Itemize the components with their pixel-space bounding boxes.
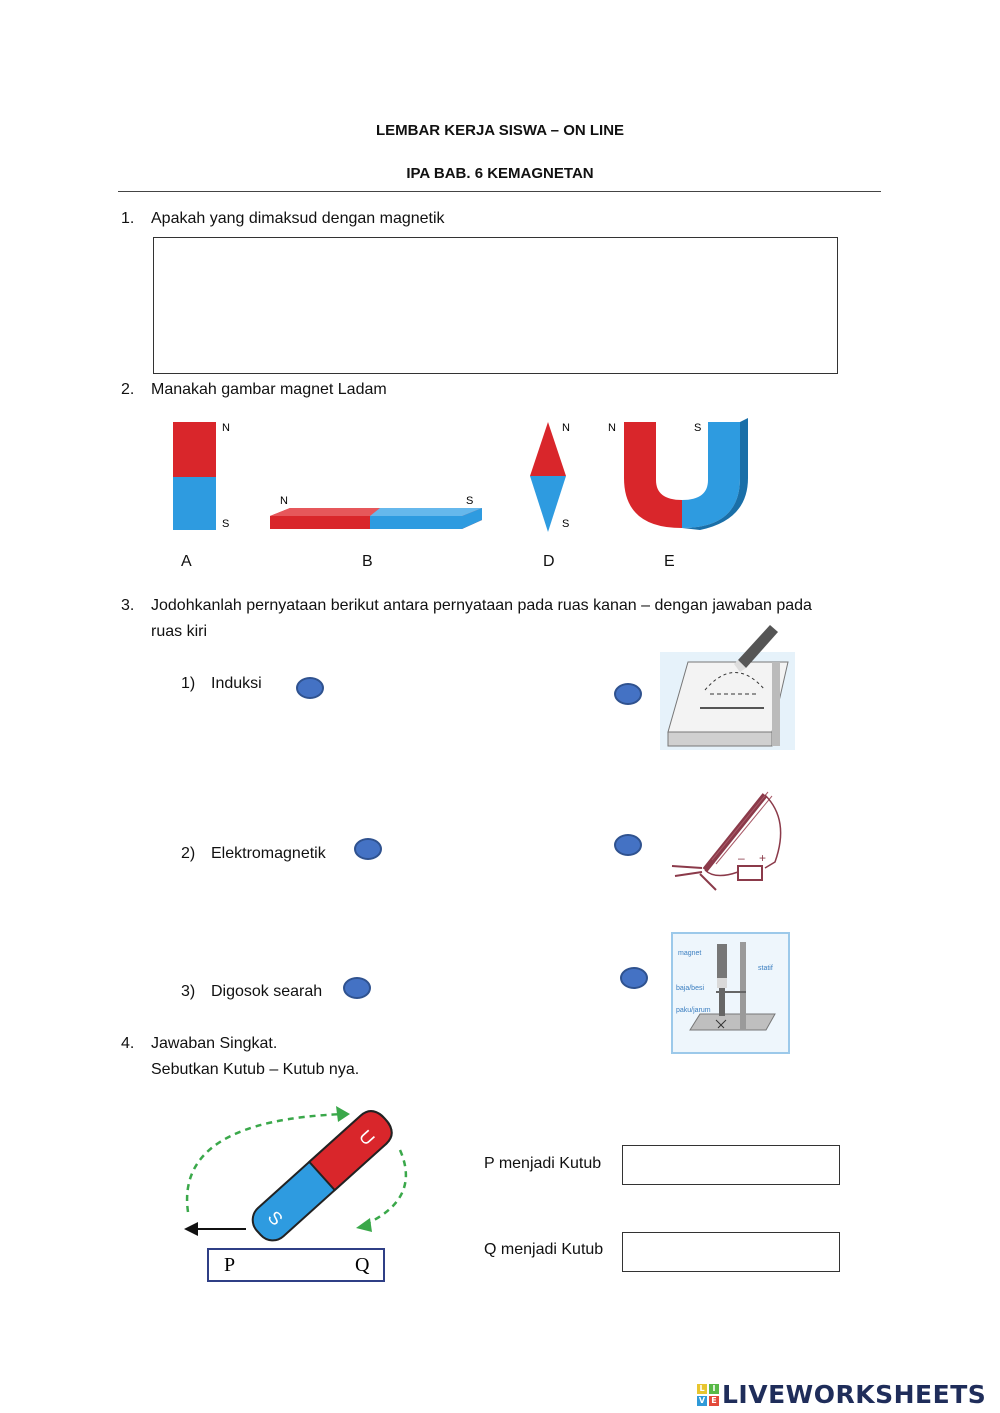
q4-magnet-u-label: U bbox=[355, 1126, 379, 1150]
option-e-label: E bbox=[664, 553, 675, 570]
option-d-label: D bbox=[543, 553, 555, 570]
match-item-3-number: 3) bbox=[181, 983, 196, 1000]
logo-mark-icon bbox=[697, 1384, 719, 1406]
logo-letter-2: I bbox=[709, 1384, 719, 1394]
logo-letter-3: V bbox=[698, 1395, 706, 1405]
label-statif: statif bbox=[758, 965, 773, 972]
question-1-number: 1. bbox=[121, 210, 135, 227]
match-item-1-number: 1) bbox=[181, 675, 196, 692]
battery-plus-label: + bbox=[759, 851, 767, 865]
q4-bar-magnet bbox=[246, 1105, 398, 1247]
worksheet-subtitle: IPA BAB. 6 KEMAGNETAN bbox=[406, 165, 594, 182]
question-1-text: Apakah yang dimaksud dengan magnetik bbox=[151, 210, 445, 227]
label-magnet: magnet bbox=[678, 950, 702, 957]
magnet-d-n-label: N bbox=[562, 422, 570, 434]
logo-letter-4: E bbox=[709, 1396, 719, 1406]
question-4-text-line2: Sebutkan Kutub – Kutub nya. bbox=[151, 1061, 360, 1078]
match-item-2-label: Elektromagnetik bbox=[211, 845, 326, 862]
question-3-text-line2: ruas kiri bbox=[151, 623, 208, 640]
liveworksheets-logo bbox=[697, 1380, 986, 1409]
logo-letter-1: L bbox=[697, 1384, 707, 1394]
question-4-number: 4. bbox=[121, 1035, 135, 1052]
question-3-number: 3. bbox=[121, 597, 135, 614]
magnet-a-s-label: S bbox=[222, 518, 230, 530]
answer-q-field[interactable] bbox=[622, 1232, 840, 1272]
match-item-2-number: 2) bbox=[181, 845, 196, 862]
match-item-3-label: Digosok searah bbox=[211, 983, 323, 1000]
magnet-e-n-label: N bbox=[608, 422, 616, 434]
battery-minus-label: – bbox=[738, 851, 745, 865]
magnet-d-s-label: S bbox=[562, 518, 570, 530]
q4-q-label: Q bbox=[355, 1254, 370, 1276]
question-2-text: Manakah gambar magnet Ladam bbox=[151, 381, 387, 398]
magnet-a-n-label: N bbox=[222, 422, 230, 434]
answer-q-label: Q menjadi Kutub bbox=[484, 1241, 604, 1258]
question-2-number: 2. bbox=[121, 381, 135, 398]
answer-p-field[interactable] bbox=[622, 1145, 840, 1185]
magnet-b-s-label: S bbox=[466, 495, 474, 507]
worksheet-title: LEMBAR KERJA SISWA – ON LINE bbox=[375, 122, 625, 139]
match-item-1-label: Induksi bbox=[211, 675, 262, 692]
option-a-label: A bbox=[181, 553, 192, 570]
question-4-text-line1: Jawaban Singkat. bbox=[151, 1035, 278, 1052]
logo-text: LIVEWORKSHEETS bbox=[722, 1380, 987, 1409]
label-paku-jarum: paku/jarum bbox=[676, 1007, 711, 1014]
q4-magnet-s-label: S bbox=[263, 1207, 287, 1230]
magnet-b-n-label: N bbox=[280, 495, 288, 507]
q4-p-label: P bbox=[224, 1254, 236, 1276]
magnet-e-s-label: S bbox=[694, 422, 702, 434]
answer-p-label: P menjadi Kutub bbox=[484, 1155, 602, 1172]
label-baja-besi: baja/besi bbox=[676, 985, 705, 992]
option-b-label: B bbox=[362, 553, 373, 570]
question-3-text-line1: Jodohkanlah pernyataan berikut antara pernyataan pada ruas kanan – dengan jawaban pada bbox=[151, 597, 812, 614]
